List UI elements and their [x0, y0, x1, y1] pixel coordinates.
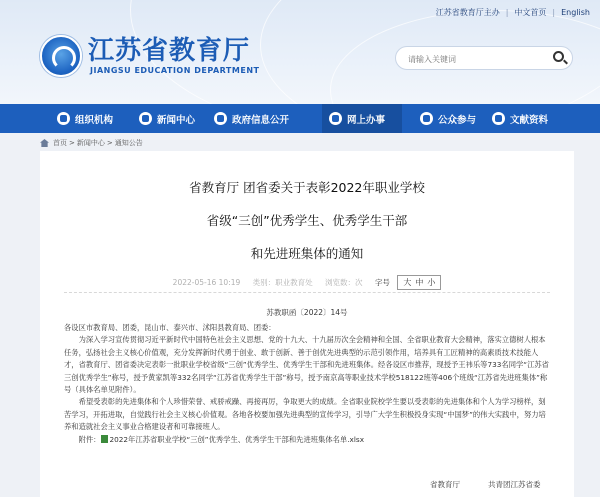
service-icon: [329, 112, 342, 125]
article-title-line3: 和先进班集体的通知: [250, 246, 364, 261]
nav-label: 公众参与: [438, 114, 477, 126]
font-small-button[interactable]: 小: [427, 278, 436, 287]
attachment-link[interactable]: 2022年江苏省职业学校“三创”优秀学生、优秀学生干部和先进班集体名单.xlsx: [109, 434, 365, 444]
chinese-home-link[interactable]: 中文首页: [514, 8, 547, 17]
paragraph-1: 为深入学习宣传贯彻习近平新时代中国特色社会主义思想、党的十九大、十九届历次全会精神和全国、全省职业教育大会精神，落实立德树人根本任务，弘扬社会主义核心价值观，充分发挥新时代勇于创业、敢于创新、善于创优先进典型的示范引领作用，培养具有工匠精神的高素质技术技能人才，省教育厅、团省委决定表彰一批职业学校省级“三创”优秀学生、优秀学生干部和先进班集体。经各设区市推荐，现授予王祎乐等733名同学“江苏省三创优秀学生”称号，授予黄家凯等332名同学“江苏省优秀学生干部”称号，授予南京高等职业技术学校518122班等406个班级“江苏省先进班集体”称号（具体名单见附件）。: [64, 335, 549, 395]
font-size-label: 字号: [374, 278, 390, 287]
search-icon[interactable]: [553, 51, 564, 62]
font-medium-button[interactable]: 中: [415, 278, 424, 287]
publish-date: 2022-05-16 10:19: [172, 278, 241, 287]
logo-icon[interactable]: [40, 35, 82, 77]
home-icon: [40, 139, 49, 147]
site-subtitle: JIANGSU EDUCATION DEPARTMENT: [90, 66, 260, 75]
main-nav: [0, 104, 600, 133]
attachment-line: [64, 434, 550, 446]
breadcrumb-home[interactable]: 首页: [53, 139, 67, 147]
article-category: 类别：职业教育处: [252, 278, 313, 287]
search-box: [395, 46, 573, 70]
breadcrumb-notice[interactable]: 通知公告: [114, 139, 143, 147]
site-header: [0, 0, 600, 104]
signer-education-dept: 省教育厅: [430, 480, 460, 489]
signer-youth-league: 共青团江苏省委: [488, 480, 541, 489]
excel-file-icon: [101, 435, 108, 443]
docs-icon: [492, 112, 505, 125]
nav-label: 政府信息公开: [232, 114, 290, 126]
nav-label: 组织机构: [75, 114, 114, 126]
font-size-switch: [397, 275, 441, 290]
info-icon: [214, 112, 227, 125]
recipients: 各设区市教育局、团委，昆山市、泰兴市、沭阳县教育局、团委：: [64, 323, 276, 332]
nav-item-public[interactable]: [402, 104, 488, 133]
breadcrumb-news[interactable]: 新闻中心: [76, 139, 105, 147]
nav-item-org[interactable]: [0, 104, 132, 133]
paragraph-2: 希望受表彰的先进集体和个人珍惜荣誉、戒骄戒躁、再接再厉，争取更大的成绩。全省职业院校学生要以受表彰的先进集体和个人为学习榜样，刻苦学习，开拓进取，自觉践行社会主义核心价值观。各地各校要加强先进典型的宣传学习，引导广大学生积极投身实现“中国梦”的伟大实践中，努力培养和造就社会主义事业合格建设者和可靠接班人。: [64, 397, 546, 432]
nav-label: 新闻中心: [157, 114, 196, 126]
article-meta: [40, 275, 574, 290]
top-links: 江苏省教育厅主办 | 中文首页 | English: [435, 8, 590, 17]
article-body: [64, 322, 550, 446]
breadcrumb: 首页 > 新闻中心 > 通知公告: [40, 138, 143, 148]
nav-item-news[interactable]: [132, 104, 210, 133]
article-title-line1: 省教育厅 团省委关于表彰2022年职业学校: [189, 180, 425, 195]
search-input[interactable]: [408, 49, 548, 71]
org-icon: [57, 112, 70, 125]
attachment-label: 附件：: [78, 434, 101, 444]
nav-label: 文献资料: [510, 114, 549, 126]
divider: [64, 292, 550, 293]
english-link[interactable]: English: [561, 8, 590, 17]
nav-item-service[interactable]: [322, 104, 402, 133]
nav-label: 网上办事: [347, 114, 386, 126]
article-panel: [40, 151, 574, 497]
document-number: 苏教职函〔2022〕14号: [266, 308, 348, 317]
font-large-button[interactable]: 大: [403, 278, 412, 287]
news-icon: [139, 112, 152, 125]
view-count: 浏览数：次: [325, 278, 363, 287]
article-title-line2: 省级“三创”优秀学生、优秀学生干部: [206, 213, 408, 228]
nav-item-info[interactable]: [210, 104, 322, 133]
nav-item-docs[interactable]: [488, 104, 568, 133]
site-title[interactable]: 江苏省教育厅: [88, 36, 251, 66]
people-icon: [420, 112, 433, 125]
sponsor-text: 江苏省教育厅主办: [435, 8, 500, 17]
